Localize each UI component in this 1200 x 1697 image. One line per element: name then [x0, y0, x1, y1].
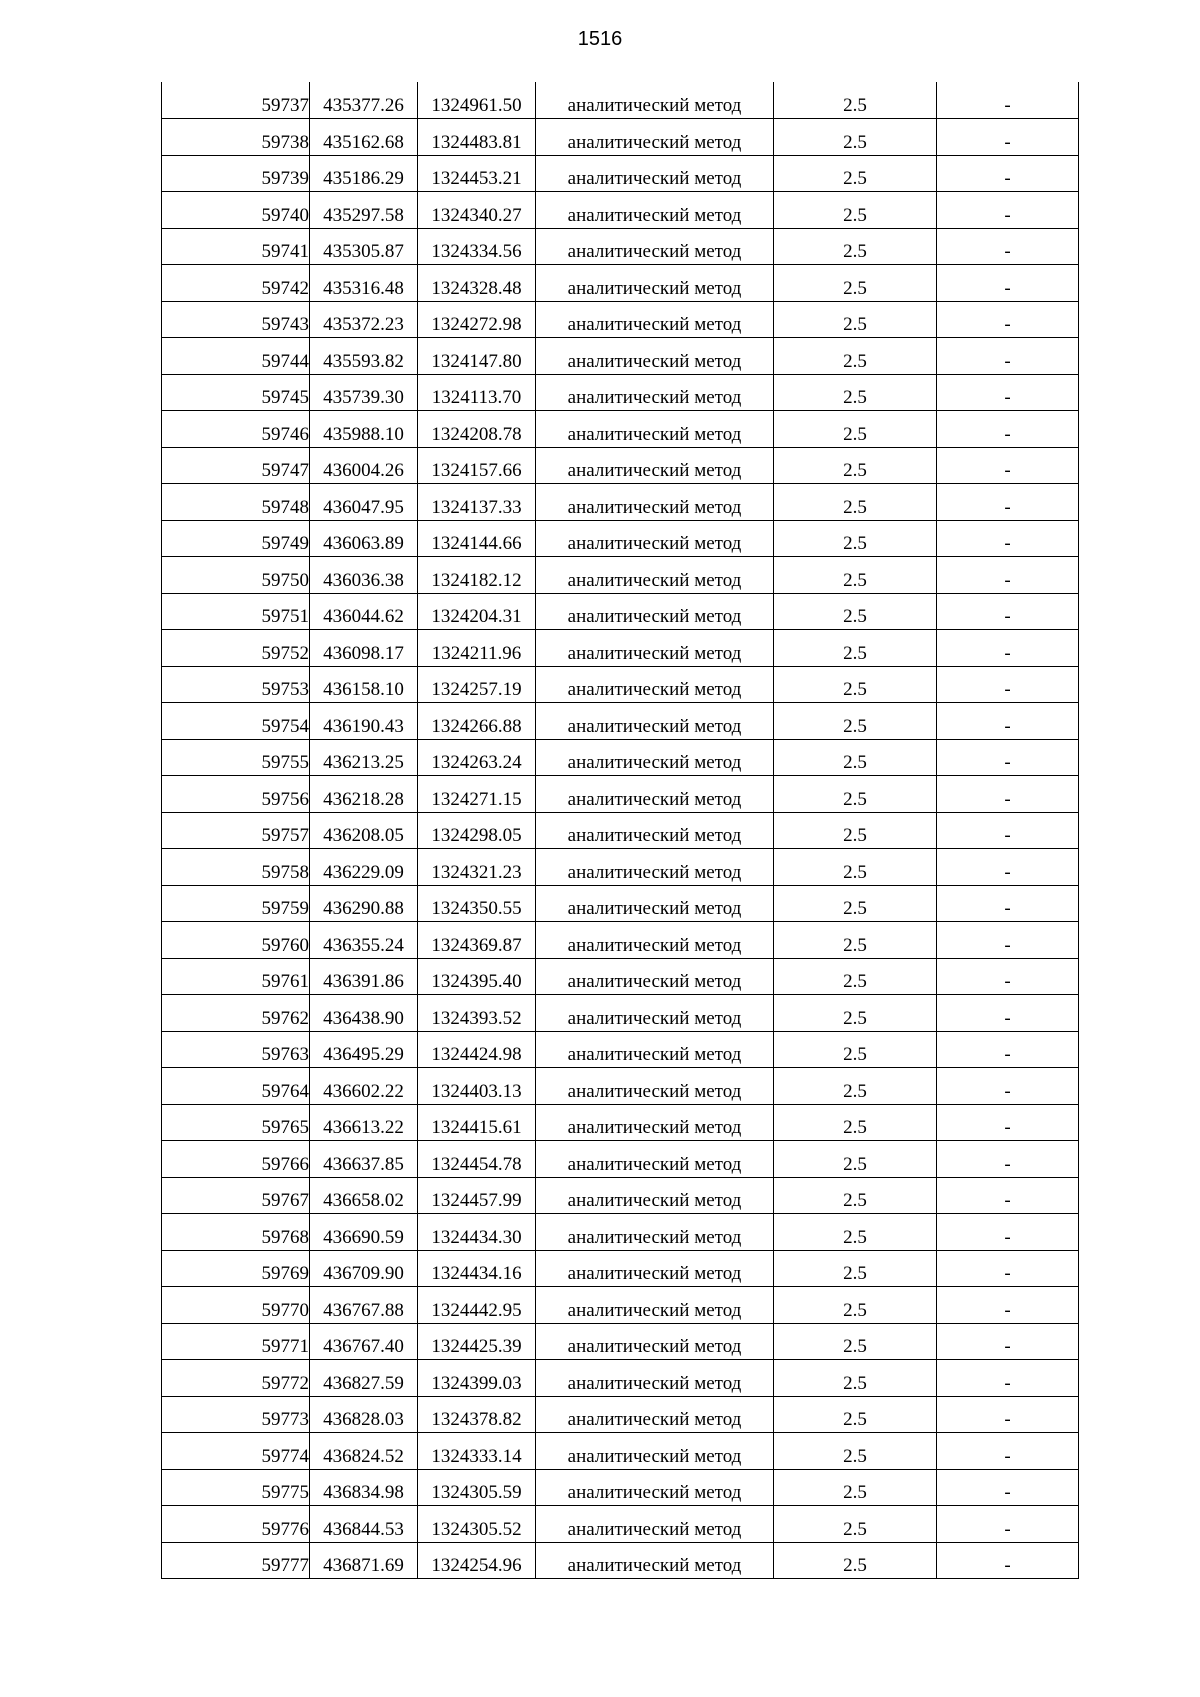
method-cell: аналитический метод [536, 666, 774, 703]
note-cell: - [937, 1542, 1079, 1579]
point-number-cell: 59776 [162, 1506, 310, 1543]
point-number-cell: 59746 [162, 411, 310, 448]
y-coordinate-cell: 1324334.56 [418, 228, 536, 265]
table-row [162, 265, 1079, 302]
method-cell: аналитический метод [536, 192, 774, 229]
accuracy-cell: 2.5 [774, 82, 937, 119]
x-coordinate-cell: 436824.52 [310, 1433, 418, 1470]
y-coordinate-cell: 1324254.96 [418, 1542, 536, 1579]
point-number-cell: 59748 [162, 484, 310, 521]
x-coordinate-cell: 436355.24 [310, 922, 418, 959]
note-cell: - [937, 630, 1079, 667]
point-number-cell: 59759 [162, 885, 310, 922]
note-cell: - [937, 484, 1079, 521]
note-cell: - [937, 995, 1079, 1032]
x-coordinate-cell: 436098.17 [310, 630, 418, 667]
point-number-cell: 59767 [162, 1177, 310, 1214]
note-cell: - [937, 1214, 1079, 1251]
accuracy-cell: 2.5 [774, 447, 937, 484]
method-cell: аналитический метод [536, 812, 774, 849]
table-row [162, 812, 1079, 849]
table-row [162, 1542, 1079, 1579]
table-row [162, 922, 1079, 959]
method-cell: аналитический метод [536, 739, 774, 776]
note-cell: - [937, 1506, 1079, 1543]
y-coordinate-cell: 1324305.59 [418, 1469, 536, 1506]
x-coordinate-cell: 436613.22 [310, 1104, 418, 1141]
note-cell: - [937, 265, 1079, 302]
note-cell: - [937, 447, 1079, 484]
accuracy-cell: 2.5 [774, 1542, 937, 1579]
y-coordinate-cell: 1324157.66 [418, 447, 536, 484]
method-cell: аналитический метод [536, 1031, 774, 1068]
x-coordinate-cell: 436208.05 [310, 812, 418, 849]
note-cell: - [937, 374, 1079, 411]
y-coordinate-cell: 1324425.39 [418, 1323, 536, 1360]
note-cell: - [937, 1323, 1079, 1360]
point-number-cell: 59762 [162, 995, 310, 1032]
x-coordinate-cell: 436495.29 [310, 1031, 418, 1068]
point-number-cell: 59740 [162, 192, 310, 229]
point-number-cell: 59775 [162, 1469, 310, 1506]
table-row [162, 192, 1079, 229]
method-cell: аналитический метод [536, 374, 774, 411]
accuracy-cell: 2.5 [774, 1506, 937, 1543]
accuracy-cell: 2.5 [774, 958, 937, 995]
y-coordinate-cell: 1324399.03 [418, 1360, 536, 1397]
method-cell: аналитический метод [536, 1214, 774, 1251]
x-coordinate-cell: 436637.85 [310, 1141, 418, 1178]
table-row [162, 520, 1079, 557]
method-cell: аналитический метод [536, 593, 774, 630]
y-coordinate-cell: 1324424.98 [418, 1031, 536, 1068]
x-coordinate-cell: 435988.10 [310, 411, 418, 448]
note-cell: - [937, 1031, 1079, 1068]
y-coordinate-cell: 1324321.23 [418, 849, 536, 886]
method-cell: аналитический метод [536, 1250, 774, 1287]
point-number-cell: 59755 [162, 739, 310, 776]
note-cell: - [937, 1104, 1079, 1141]
table-row [162, 849, 1079, 886]
table-row [162, 447, 1079, 484]
table-row [162, 1287, 1079, 1324]
accuracy-cell: 2.5 [774, 155, 937, 192]
x-coordinate-cell: 435186.29 [310, 155, 418, 192]
method-cell: аналитический метод [536, 1141, 774, 1178]
x-coordinate-cell: 436290.88 [310, 885, 418, 922]
note-cell: - [937, 119, 1079, 156]
point-number-cell: 59763 [162, 1031, 310, 1068]
accuracy-cell: 2.5 [774, 995, 937, 1032]
point-number-cell: 59742 [162, 265, 310, 302]
point-number-cell: 59737 [162, 82, 310, 119]
x-coordinate-cell: 436218.28 [310, 776, 418, 813]
note-cell: - [937, 776, 1079, 813]
method-cell: аналитический метод [536, 1360, 774, 1397]
note-cell: - [937, 958, 1079, 995]
table-row [162, 1031, 1079, 1068]
method-cell: аналитический метод [536, 411, 774, 448]
x-coordinate-cell: 435372.23 [310, 301, 418, 338]
y-coordinate-cell: 1324378.82 [418, 1396, 536, 1433]
x-coordinate-cell: 435739.30 [310, 374, 418, 411]
method-cell: аналитический метод [536, 265, 774, 302]
table-row [162, 155, 1079, 192]
y-coordinate-cell: 1324263.24 [418, 739, 536, 776]
method-cell: аналитический метод [536, 1323, 774, 1360]
accuracy-cell: 2.5 [774, 520, 937, 557]
x-coordinate-cell: 436844.53 [310, 1506, 418, 1543]
table-row [162, 1396, 1079, 1433]
note-cell: - [937, 1433, 1079, 1470]
point-number-cell: 59745 [162, 374, 310, 411]
method-cell: аналитический метод [536, 995, 774, 1032]
accuracy-cell: 2.5 [774, 776, 937, 813]
accuracy-cell: 2.5 [774, 265, 937, 302]
accuracy-cell: 2.5 [774, 1250, 937, 1287]
x-coordinate-cell: 436827.59 [310, 1360, 418, 1397]
note-cell: - [937, 155, 1079, 192]
y-coordinate-cell: 1324144.66 [418, 520, 536, 557]
note-cell: - [937, 922, 1079, 959]
y-coordinate-cell: 1324961.50 [418, 82, 536, 119]
point-number-cell: 59743 [162, 301, 310, 338]
accuracy-cell: 2.5 [774, 301, 937, 338]
accuracy-cell: 2.5 [774, 228, 937, 265]
x-coordinate-cell: 435305.87 [310, 228, 418, 265]
accuracy-cell: 2.5 [774, 411, 937, 448]
method-cell: аналитический метод [536, 1433, 774, 1470]
note-cell: - [937, 228, 1079, 265]
x-coordinate-cell: 436044.62 [310, 593, 418, 630]
y-coordinate-cell: 1324483.81 [418, 119, 536, 156]
table-row [162, 1360, 1079, 1397]
method-cell: аналитический метод [536, 922, 774, 959]
y-coordinate-cell: 1324147.80 [418, 338, 536, 375]
point-number-cell: 59753 [162, 666, 310, 703]
accuracy-cell: 2.5 [774, 885, 937, 922]
method-cell: аналитический метод [536, 776, 774, 813]
y-coordinate-cell: 1324454.78 [418, 1141, 536, 1178]
y-coordinate-cell: 1324305.52 [418, 1506, 536, 1543]
accuracy-cell: 2.5 [774, 484, 937, 521]
table-row [162, 82, 1079, 119]
table-row [162, 338, 1079, 375]
point-number-cell: 59770 [162, 1287, 310, 1324]
point-number-cell: 59773 [162, 1396, 310, 1433]
point-number-cell: 59758 [162, 849, 310, 886]
accuracy-cell: 2.5 [774, 1031, 937, 1068]
point-number-cell: 59744 [162, 338, 310, 375]
point-number-cell: 59766 [162, 1141, 310, 1178]
method-cell: аналитический метод [536, 1177, 774, 1214]
x-coordinate-cell: 436063.89 [310, 520, 418, 557]
table-row [162, 958, 1079, 995]
note-cell: - [937, 703, 1079, 740]
table-row [162, 776, 1079, 813]
method-cell: аналитический метод [536, 703, 774, 740]
y-coordinate-cell: 1324333.14 [418, 1433, 536, 1470]
point-number-cell: 59751 [162, 593, 310, 630]
note-cell: - [937, 1360, 1079, 1397]
table-row [162, 301, 1079, 338]
x-coordinate-cell: 436391.86 [310, 958, 418, 995]
y-coordinate-cell: 1324182.12 [418, 557, 536, 594]
y-coordinate-cell: 1324434.16 [418, 1250, 536, 1287]
table-row [162, 1469, 1079, 1506]
accuracy-cell: 2.5 [774, 1141, 937, 1178]
point-number-cell: 59747 [162, 447, 310, 484]
point-number-cell: 59772 [162, 1360, 310, 1397]
accuracy-cell: 2.5 [774, 192, 937, 229]
x-coordinate-cell: 435593.82 [310, 338, 418, 375]
table-row [162, 1433, 1079, 1470]
x-coordinate-cell: 436438.90 [310, 995, 418, 1032]
accuracy-cell: 2.5 [774, 1433, 937, 1470]
y-coordinate-cell: 1324340.27 [418, 192, 536, 229]
x-coordinate-cell: 436004.26 [310, 447, 418, 484]
accuracy-cell: 2.5 [774, 1469, 937, 1506]
table-row [162, 1250, 1079, 1287]
method-cell: аналитический метод [536, 557, 774, 594]
note-cell: - [937, 557, 1079, 594]
x-coordinate-cell: 436602.22 [310, 1068, 418, 1105]
x-coordinate-cell: 436190.43 [310, 703, 418, 740]
x-coordinate-cell: 436213.25 [310, 739, 418, 776]
note-cell: - [937, 301, 1079, 338]
y-coordinate-cell: 1324434.30 [418, 1214, 536, 1251]
method-cell: аналитический метод [536, 155, 774, 192]
table-row [162, 1323, 1079, 1360]
table-row [162, 1141, 1079, 1178]
point-number-cell: 59739 [162, 155, 310, 192]
note-cell: - [937, 411, 1079, 448]
table-row [162, 484, 1079, 521]
note-cell: - [937, 885, 1079, 922]
x-coordinate-cell: 436036.38 [310, 557, 418, 594]
table-row [162, 411, 1079, 448]
method-cell: аналитический метод [536, 119, 774, 156]
table-row [162, 703, 1079, 740]
x-coordinate-cell: 435162.68 [310, 119, 418, 156]
x-coordinate-cell: 436229.09 [310, 849, 418, 886]
accuracy-cell: 2.5 [774, 1360, 937, 1397]
method-cell: аналитический метод [536, 1506, 774, 1543]
method-cell: аналитический метод [536, 958, 774, 995]
table-row [162, 374, 1079, 411]
method-cell: аналитический метод [536, 82, 774, 119]
accuracy-cell: 2.5 [774, 666, 937, 703]
x-coordinate-cell: 436871.69 [310, 1542, 418, 1579]
method-cell: аналитический метод [536, 338, 774, 375]
y-coordinate-cell: 1324453.21 [418, 155, 536, 192]
point-number-cell: 59765 [162, 1104, 310, 1141]
table-row [162, 739, 1079, 776]
y-coordinate-cell: 1324350.55 [418, 885, 536, 922]
table-row [162, 1177, 1079, 1214]
x-coordinate-cell: 436658.02 [310, 1177, 418, 1214]
table-row [162, 630, 1079, 667]
accuracy-cell: 2.5 [774, 922, 937, 959]
table-row [162, 1214, 1079, 1251]
point-number-cell: 59760 [162, 922, 310, 959]
note-cell: - [937, 1177, 1079, 1214]
y-coordinate-cell: 1324457.99 [418, 1177, 536, 1214]
x-coordinate-cell: 436158.10 [310, 666, 418, 703]
method-cell: аналитический метод [536, 447, 774, 484]
accuracy-cell: 2.5 [774, 557, 937, 594]
y-coordinate-cell: 1324257.19 [418, 666, 536, 703]
y-coordinate-cell: 1324369.87 [418, 922, 536, 959]
table-row [162, 885, 1079, 922]
table-row [162, 995, 1079, 1032]
method-cell: аналитический метод [536, 1104, 774, 1141]
x-coordinate-cell: 436834.98 [310, 1469, 418, 1506]
accuracy-cell: 2.5 [774, 703, 937, 740]
y-coordinate-cell: 1324113.70 [418, 374, 536, 411]
accuracy-cell: 2.5 [774, 374, 937, 411]
accuracy-cell: 2.5 [774, 1323, 937, 1360]
method-cell: аналитический метод [536, 630, 774, 667]
note-cell: - [937, 1250, 1079, 1287]
x-coordinate-cell: 435316.48 [310, 265, 418, 302]
point-number-cell: 59777 [162, 1542, 310, 1579]
method-cell: аналитический метод [536, 1469, 774, 1506]
x-coordinate-cell: 435377.26 [310, 82, 418, 119]
note-cell: - [937, 192, 1079, 229]
note-cell: - [937, 1287, 1079, 1324]
method-cell: аналитический метод [536, 1068, 774, 1105]
y-coordinate-cell: 1324271.15 [418, 776, 536, 813]
accuracy-cell: 2.5 [774, 593, 937, 630]
note-cell: - [937, 666, 1079, 703]
x-coordinate-cell: 436047.95 [310, 484, 418, 521]
y-coordinate-cell: 1324393.52 [418, 995, 536, 1032]
table-row [162, 593, 1079, 630]
method-cell: аналитический метод [536, 1396, 774, 1433]
method-cell: аналитический метод [536, 885, 774, 922]
accuracy-cell: 2.5 [774, 338, 937, 375]
accuracy-cell: 2.5 [774, 1214, 937, 1251]
point-number-cell: 59756 [162, 776, 310, 813]
point-number-cell: 59741 [162, 228, 310, 265]
note-cell: - [937, 520, 1079, 557]
point-number-cell: 59774 [162, 1433, 310, 1470]
y-coordinate-cell: 1324204.31 [418, 593, 536, 630]
accuracy-cell: 2.5 [774, 739, 937, 776]
note-cell: - [937, 338, 1079, 375]
point-number-cell: 59750 [162, 557, 310, 594]
point-number-cell: 59761 [162, 958, 310, 995]
accuracy-cell: 2.5 [774, 812, 937, 849]
y-coordinate-cell: 1324415.61 [418, 1104, 536, 1141]
x-coordinate-cell: 436709.90 [310, 1250, 418, 1287]
note-cell: - [937, 593, 1079, 630]
x-coordinate-cell: 435297.58 [310, 192, 418, 229]
table-row [162, 228, 1079, 265]
y-coordinate-cell: 1324272.98 [418, 301, 536, 338]
point-number-cell: 59752 [162, 630, 310, 667]
note-cell: - [937, 812, 1079, 849]
table-row [162, 119, 1079, 156]
method-cell: аналитический метод [536, 1287, 774, 1324]
accuracy-cell: 2.5 [774, 1068, 937, 1105]
note-cell: - [937, 1469, 1079, 1506]
table-row [162, 1506, 1079, 1543]
y-coordinate-cell: 1324266.88 [418, 703, 536, 740]
y-coordinate-cell: 1324395.40 [418, 958, 536, 995]
accuracy-cell: 2.5 [774, 119, 937, 156]
point-number-cell: 59749 [162, 520, 310, 557]
point-number-cell: 59769 [162, 1250, 310, 1287]
x-coordinate-cell: 436690.59 [310, 1214, 418, 1251]
method-cell: аналитический метод [536, 849, 774, 886]
table-row [162, 666, 1079, 703]
point-number-cell: 59738 [162, 119, 310, 156]
page-number: 1516 [577, 28, 623, 50]
method-cell: аналитический метод [536, 1542, 774, 1579]
table-row [162, 1104, 1079, 1141]
method-cell: аналитический метод [536, 301, 774, 338]
accuracy-cell: 2.5 [774, 630, 937, 667]
x-coordinate-cell: 436767.88 [310, 1287, 418, 1324]
point-number-cell: 59764 [162, 1068, 310, 1105]
accuracy-cell: 2.5 [774, 1177, 937, 1214]
point-number-cell: 59768 [162, 1214, 310, 1251]
y-coordinate-cell: 1324403.13 [418, 1068, 536, 1105]
note-cell: - [937, 1141, 1079, 1178]
note-cell: - [937, 849, 1079, 886]
method-cell: аналитический метод [536, 228, 774, 265]
note-cell: - [937, 1396, 1079, 1433]
note-cell: - [937, 1068, 1079, 1105]
coordinates-table [161, 82, 1079, 1579]
method-cell: аналитический метод [536, 484, 774, 521]
point-number-cell: 59757 [162, 812, 310, 849]
table-row [162, 1068, 1079, 1105]
table-row [162, 557, 1079, 594]
coordinates-table-body [162, 82, 1079, 1579]
x-coordinate-cell: 436828.03 [310, 1396, 418, 1433]
note-cell: - [937, 739, 1079, 776]
point-number-cell: 59754 [162, 703, 310, 740]
method-cell: аналитический метод [536, 520, 774, 557]
point-number-cell: 59771 [162, 1323, 310, 1360]
y-coordinate-cell: 1324137.33 [418, 484, 536, 521]
y-coordinate-cell: 1324442.95 [418, 1287, 536, 1324]
y-coordinate-cell: 1324208.78 [418, 411, 536, 448]
accuracy-cell: 2.5 [774, 1396, 937, 1433]
x-coordinate-cell: 436767.40 [310, 1323, 418, 1360]
y-coordinate-cell: 1324328.48 [418, 265, 536, 302]
y-coordinate-cell: 1324298.05 [418, 812, 536, 849]
accuracy-cell: 2.5 [774, 1104, 937, 1141]
y-coordinate-cell: 1324211.96 [418, 630, 536, 667]
accuracy-cell: 2.5 [774, 849, 937, 886]
accuracy-cell: 2.5 [774, 1287, 937, 1324]
note-cell: - [937, 82, 1079, 119]
